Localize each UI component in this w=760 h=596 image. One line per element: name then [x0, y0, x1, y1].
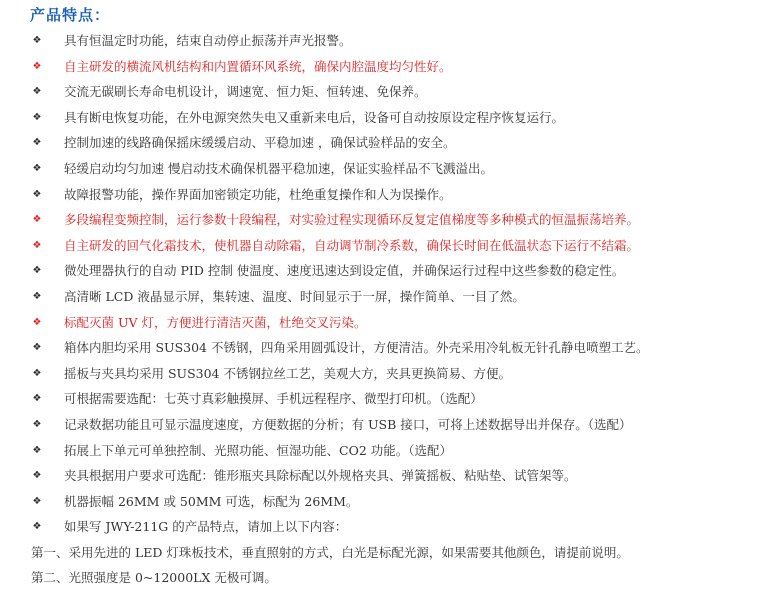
feature-item — [0, 105, 760, 131]
diamond-bullet-icon: ❖ — [32, 495, 42, 507]
diamond-bullet-icon: ❖ — [32, 162, 42, 174]
feature-item — [0, 386, 760, 412]
feature-text: 可根据需要选配：七英寸真彩触摸屏、手机远程程序、微型打印机。（选配） — [64, 391, 483, 407]
feature-text: 自主研发的横流风机结构和内置循环风系统，确保内腔温度均匀性好。 — [64, 58, 452, 74]
feature-text: 记录数据功能且可显示温度速度，方便数据的分析；有 USB 接口，可将上述数据导出并保存。（选配） — [64, 416, 632, 432]
feature-text: 机器振幅 26MM 或 50MM 可选，标配为 26MM。 — [64, 493, 359, 509]
diamond-bullet-icon: ❖ — [32, 239, 42, 251]
feature-item — [0, 463, 760, 489]
feature-item — [0, 438, 760, 464]
feature-text: 夹具根据用户要求可选配：锥形瓶夹具除标配以外规格夹具、弹簧摇板、粘贴垫、试管架等。 — [64, 468, 577, 484]
diamond-bullet-icon: ❖ — [32, 521, 42, 533]
feature-text: 拓展上下单元可单独控制、光照功能、恒湿功能、CO2 功能。（选配） — [64, 442, 452, 458]
feature-item — [0, 79, 760, 105]
diamond-bullet-icon: ❖ — [32, 418, 42, 430]
diamond-bullet-icon: ❖ — [32, 188, 42, 200]
feature-text: 多段编程变频控制，运行参数十段编程，对实验过程实现循环反复定值梯度等多种模式的恒温振荡培养。 — [64, 212, 640, 228]
diamond-bullet-icon: ❖ — [32, 265, 42, 277]
diamond-bullet-icon: ❖ — [32, 35, 42, 46]
feature-item — [0, 156, 760, 182]
diamond-bullet-icon: ❖ — [32, 60, 42, 72]
feature-text: 摇板与夹具均采用 SUS304 不锈钢拉丝工艺，美观大方，夹具更换简易、方便。 — [64, 365, 511, 381]
diamond-bullet-icon: ❖ — [32, 290, 42, 302]
feature-item — [0, 514, 760, 540]
feature-item — [0, 540, 760, 566]
page-title: 产品特点： — [30, 6, 111, 24]
feature-text: 箱体内胆均采用 SUS304 不锈钢，四角采用圆弧设计，方便清洁。外壳采用冷轧板无针孔静电喷塑工艺。 — [64, 340, 649, 356]
feature-text: 标配灭菌 UV 灯，方便进行清洁灭菌，杜绝交叉污染。 — [64, 314, 367, 330]
diamond-bullet-icon: ❖ — [32, 214, 42, 226]
feature-item — [0, 284, 760, 310]
feature-text: 交流无碳刷长寿命电机设计，调速宽、恒力矩、恒转速、免保养。 — [64, 84, 427, 100]
diamond-bullet-icon: ❖ — [32, 137, 42, 149]
diamond-bullet-icon: ❖ — [32, 367, 42, 379]
feature-item — [0, 361, 760, 387]
feature-text: 第一、采用先进的 LED 灯珠板技术，垂直照射的方式，白光是标配光源，如果需要其他颜色，请提前说明。 — [31, 544, 629, 560]
feature-item — [0, 233, 760, 259]
feature-item — [0, 130, 760, 156]
feature-text: 自主研发的回气化霜技术，使机器自动除霜，自动调节制冷系数，确保长时间在低温状态下运行不结霜。 — [64, 237, 640, 253]
feature-item — [0, 565, 760, 591]
feature-text: 具有恒温定时功能，结束自动停止振荡并声光报警。 — [64, 33, 352, 48]
diamond-bullet-icon: ❖ — [32, 393, 42, 405]
diamond-bullet-icon: ❖ — [32, 86, 42, 98]
feature-item — [0, 335, 760, 361]
diamond-bullet-icon: ❖ — [32, 111, 42, 123]
feature-list — [0, 28, 760, 591]
feature-item — [0, 310, 760, 336]
feature-item — [0, 258, 760, 284]
feature-text: 控制加速的线路确保摇床缓缓启动、平稳加速 ，确保试验样品的安全。 — [64, 135, 456, 151]
diamond-bullet-icon: ❖ — [32, 316, 42, 328]
feature-item — [0, 28, 760, 54]
feature-item — [0, 412, 760, 438]
feature-item — [0, 182, 760, 208]
feature-text: 高清晰 LCD 液晶显示屏，集转速、温度、时间显示于一屏，操作简单、一目了然。 — [64, 288, 525, 304]
feature-text: 如果写 JWY-211G 的产品特点，请加上以下内容： — [64, 519, 348, 535]
feature-text: 微处理器执行的自动 PID 控制 使温度、速度迅速达到设定值，并确保运行过程中这些参数的稳定性。 — [64, 263, 625, 279]
feature-text: 第二、光照强度是 0~12000LX 无极可调。 — [31, 570, 277, 586]
feature-item — [0, 489, 760, 515]
diamond-bullet-icon: ❖ — [32, 470, 42, 482]
feature-text: 具有断电恢复功能，在外电源突然失电又重新来电后，设备可自动按原设定程序恢复运行。 — [64, 109, 565, 125]
diamond-bullet-icon: ❖ — [32, 342, 42, 354]
feature-item — [0, 54, 760, 80]
feature-text: 轻缓启动均匀加速 慢启动技术确保机器平稳加速，保证实验样品不飞溅溢出。 — [64, 160, 493, 176]
diamond-bullet-icon: ❖ — [32, 444, 42, 456]
feature-text: 故障报警功能，操作界面加密锁定功能，杜绝重复操作和人为误操作。 — [64, 186, 452, 202]
feature-item — [0, 207, 760, 233]
